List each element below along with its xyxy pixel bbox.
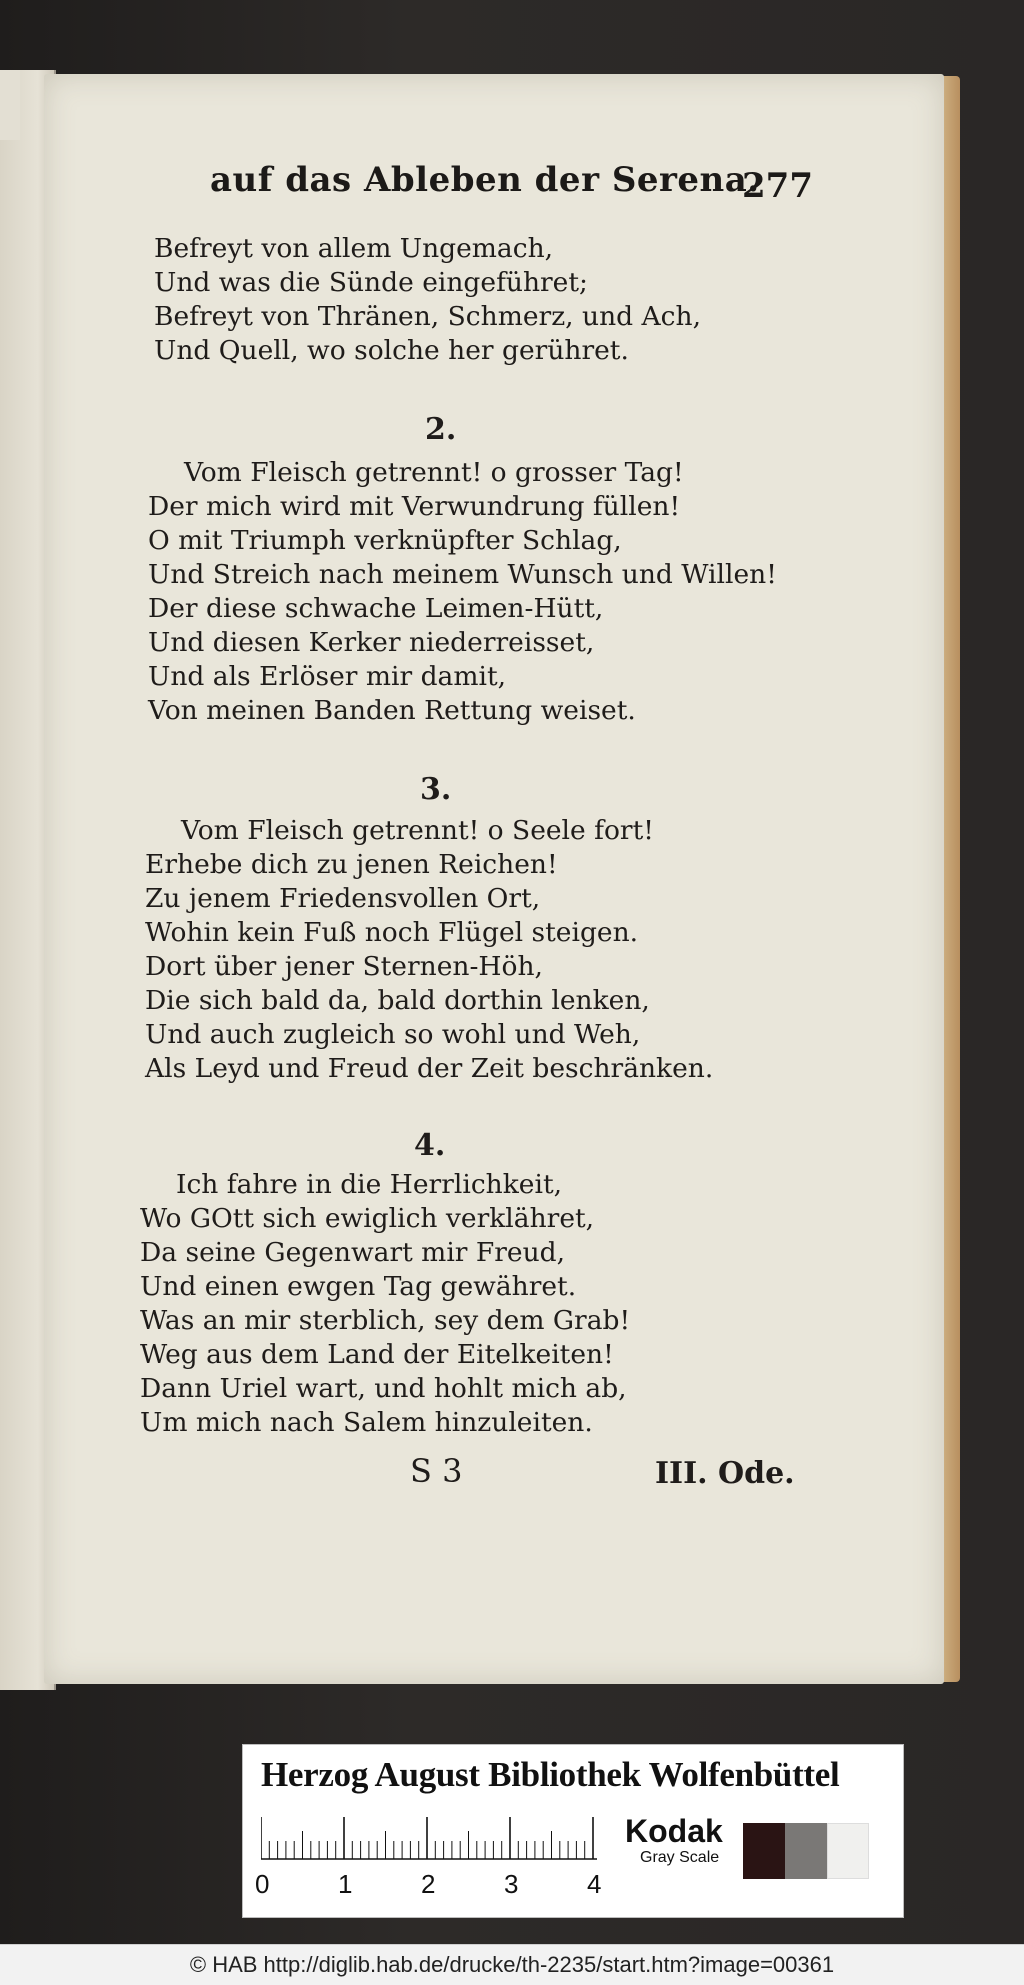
ruler-number: 0	[255, 1869, 270, 1899]
verse-line: Erhebe dich zu jenen Reichen!	[145, 849, 558, 880]
verse-line: Und als Erlöser mir damit,	[148, 661, 507, 692]
stanza-3	[145, 814, 785, 1086]
verse-line: Und Quell, wo solche her gerühret.	[154, 335, 629, 366]
signature-mark: S 3	[410, 1452, 463, 1490]
verse-line: Um mich nach Salem hinzuleiten.	[140, 1407, 593, 1438]
verse-line: Und auch zugleich so wohl und Weh,	[145, 1019, 641, 1050]
verse-line: Wohin kein Fuß noch Flügel steigen.	[145, 917, 639, 948]
stanza-number: 2.	[425, 412, 457, 447]
library-name: Herzog August Bibliothek Wolfenbüttel	[261, 1755, 840, 1794]
verse-line: Dort über jener Sternen-Höh,	[145, 951, 543, 982]
kodak-logo: Kodak	[625, 1813, 723, 1849]
page-number: 277	[742, 166, 813, 206]
gray-scale-label: Gray Scale	[640, 1849, 720, 1866]
footer-bar	[0, 1944, 1024, 1985]
verse-line: Was an mir sterblich, sey dem Grab!	[140, 1305, 631, 1336]
verse-line: Vom Fleisch getrennt! o grosser Tag!	[184, 457, 684, 488]
verse-line: Und einen ewgen Tag gewähret.	[140, 1271, 577, 1302]
verse-line: Zu jenem Friedensvollen Ort,	[145, 883, 541, 914]
stanza-4	[140, 1168, 780, 1440]
verse-line: Von meinen Banden Rettung weiset.	[148, 695, 636, 726]
stanza-number: 3.	[420, 772, 452, 807]
gray-swatch-mid	[785, 1823, 827, 1879]
gray-swatch-dark	[743, 1823, 785, 1879]
ruler-ticks	[261, 1809, 605, 1869]
verse-line: Weg aus dem Land der Eitelkeiten!	[140, 1339, 614, 1370]
ruler-number: 1	[338, 1869, 353, 1899]
footer-credit: © HAB http://diglib.hab.de/drucke/th-2235/start.htm?image=00361	[189, 1952, 835, 1977]
verse-line: Da seine Gegenwart mir Freud,	[140, 1237, 566, 1268]
ruler-number: 2	[421, 1869, 436, 1899]
verse-line: Befreyt von allem Ungemach,	[154, 233, 554, 264]
verse-line: Und was die Sünde eingeführet;	[154, 267, 588, 298]
verse-line: Und diesen Kerker niederreisset,	[148, 627, 595, 658]
ruler-number: 4	[587, 1869, 602, 1899]
verse-line: Dann Uriel wart, und hohlt mich ab,	[140, 1373, 627, 1404]
running-head: auf das Ableben der Serena.	[210, 160, 760, 200]
verse-line: Und Streich nach meinem Wunsch und Willen!	[148, 559, 777, 590]
ruler-number: 3	[504, 1869, 519, 1899]
verse-line: Der diese schwache Leimen-Hütt,	[148, 593, 604, 624]
scale-ruler	[255, 1809, 605, 1913]
verse-line: Der mich wird mit Verwundrung füllen!	[148, 491, 681, 522]
color-calibration-card	[242, 1744, 904, 1918]
stanza-number: 4.	[414, 1128, 446, 1163]
verse-line: Die sich bald da, bald dorthin lenken,	[145, 985, 650, 1016]
verso-corner	[0, 70, 20, 140]
verse-line: Befreyt von Thränen, Schmerz, und Ach,	[154, 301, 701, 332]
verse-line: Vom Fleisch getrennt! o Seele fort!	[181, 815, 654, 846]
stanza-2	[148, 456, 788, 728]
stanza-1-continuation	[154, 232, 794, 368]
verse-line: Wo GOtt sich ewiglich verklähret,	[140, 1203, 595, 1234]
verse-line: Als Leyd und Freud der Zeit beschränken.	[145, 1053, 714, 1084]
verse-line: O mit Triumph verknüpfter Schlag,	[148, 525, 622, 556]
catchword: III. Ode.	[655, 1456, 795, 1491]
gray-swatch-light	[827, 1823, 869, 1879]
verse-line: Ich fahre in die Herrlichkeit,	[176, 1169, 563, 1200]
